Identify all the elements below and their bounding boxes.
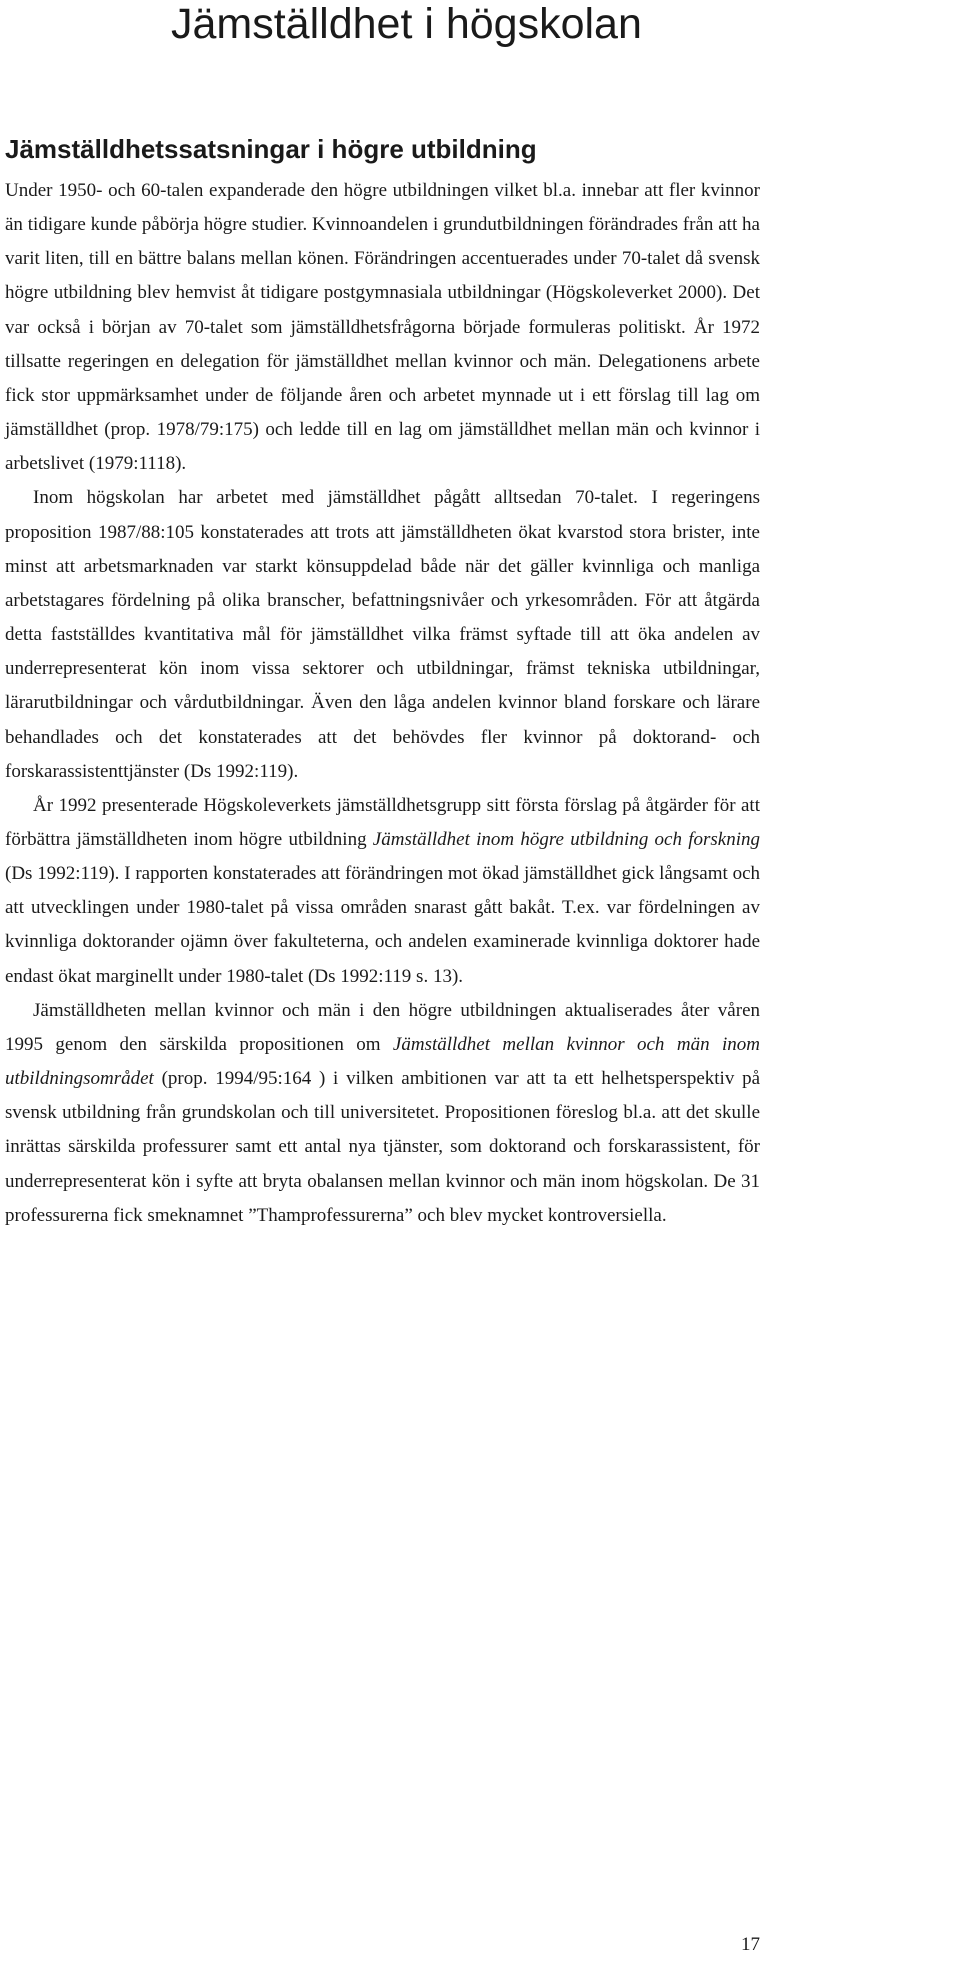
paragraph-4-text-after: (prop. 1994/95:164 ) i vilken ambitionen var att ta ett helhetsperspektiv på svensk utbildning från grundskolan och till universitetet. Propositionen föreslog bl.a. att det skulle inrättas särskilda professurer samt ett antal nya tjänster, som doktorand och forskarassistent, för underrepresenterat kön i syfte att bryta obalansen mellan kvinnor och män inom högskolan. De 31 professurerna fick smeknamnet ”Thamprofessurerna” och blev mycket kontroversiella. — [5, 1068, 760, 1226]
page-number: 17 — [741, 1934, 760, 1955]
paragraph-4-italic-title: Jämställdhet mellan kvinnor och män inom utbildningsområdet — [5, 1033, 760, 1090]
paragraph-3 — [5, 789, 760, 994]
paragraph-4 — [5, 994, 760, 1233]
paragraph-2 — [5, 481, 760, 788]
paragraph-3-italic-title: Jämställdhet inom högre utbildning och forskning — [372, 828, 760, 850]
section-heading: Jämställdhetssatsningar i högre utbildning — [5, 134, 537, 164]
paragraph-3-text-after: (Ds 1992:119). I rapporten konstaterades att förändringen mot ökad jämställdhet gick långsamt och att utvecklingen under 1980-talet på vissa områden snarast gått bakåt. T.ex. var fördelningen av kvinnliga doktorander ojämn över fakulteterna, och andelen examinerade kvinnliga doktorer hade endast ökat marginellt under 1980-talet (Ds 1992:119 s. 13). — [5, 863, 760, 987]
paragraph-4-text-before: Jämställdheten mellan kvinnor och män i den högre utbildningen aktualiserades åter våren 1995 genom den särskilda propositionen om — [5, 999, 760, 1055]
paragraph-1-text: Under 1950- och 60-talen expanderade den högre utbildningen vilket bl.a. innebar att fler kvinnor än tidigare kunde påbörja högre studier. Kvinnoandelen i grundutbildningen förändrades från att ha varit liten, till en bättre balans mellan könen. Förändringen accentuerades under 70-talet då svensk högre utbildning blev hemvist åt tidigare postgymnasiala utbildningar (Högskoleverket 2000). Det var också i början av 70-talet som jämställdhetsfrågorna började formuleras politiskt. År 1972 tillsatte regeringen en delegation för jämställdhet mellan kvinnor och män. Delegationens arbete fick stor uppmärksamhet under de följande åren och arbetet mynnade ut i ett förslag till lag om jämställdhet (prop. 1978/79:175) och ledde till en lag om jämställdhet mellan män och kvinnor i arbetslivet (1979:1118). — [5, 180, 760, 475]
paragraph-1 — [5, 174, 760, 481]
body-text — [5, 174, 760, 1233]
paragraph-2-text: Inom högskolan har arbetet med jämställdhet pågått alltsedan 70-talet. I regeringens proposition 1987/88:105 konstaterades att trots att jämställdheten ökat kvarstod stora brister, inte minst att arbetsmarknaden var starkt könsuppdelad både när det gäller kvinnliga och manliga arbetstagares fördelning på olika branscher, befattningsnivåer och yrkesområden. För att åtgärda detta fastställdes kvantitativa mål för jämställdhet vilka främst syftade till att öka andelen av underrepresenterat kön inom vissa sektorer och utbildningar, främst tekniska utbildningar, lärarutbildningar och vårdutbildningar. Även den låga andelen kvinnor bland forskare och lärare behandlades och det konstaterades att det behövdes fler kvinnor på doktorand- och forskarassistenttjänster (Ds 1992:119). — [5, 487, 760, 782]
paragraph-3-text-before: År 1992 presenterade Högskoleverkets jämställdhetsgrupp sitt första förslag på åtgärder för att förbättra jämställdheten inom högre utbildning — [5, 794, 760, 850]
page-title: Jämställdhet i högskolan — [171, 0, 642, 48]
